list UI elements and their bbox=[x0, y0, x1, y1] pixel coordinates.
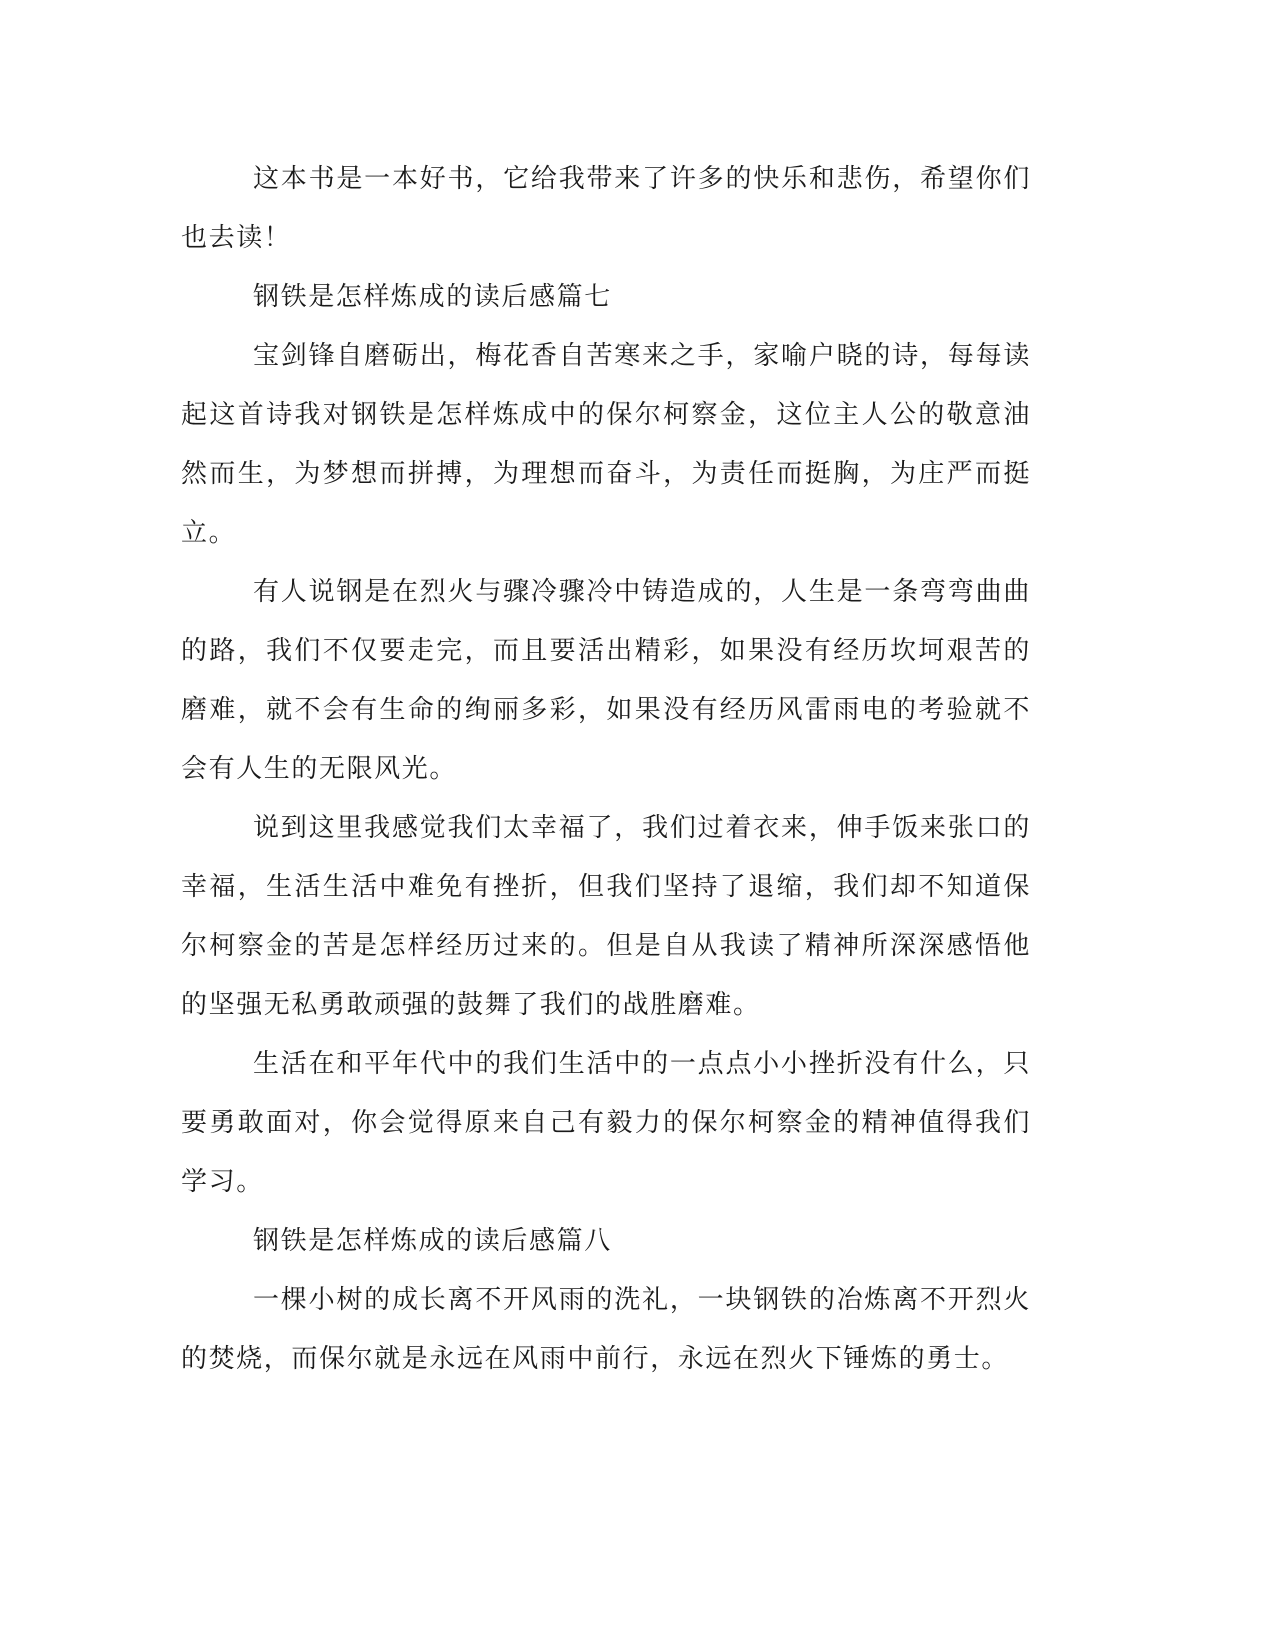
paragraph-peace: 生活在和平年代中的我们生活中的一点点小小挫折没有什么，只要勇敢面对，你会觉得原来自己有毅力的保尔柯察金的精神值得我们学习。 bbox=[181, 1049, 1031, 1197]
section-heading-seven: 钢铁是怎样炼成的读后感篇七 bbox=[253, 282, 612, 312]
section-heading-eight: 钢铁是怎样炼成的读后感篇八 bbox=[253, 1226, 612, 1256]
paragraph-happiness: 说到这里我感觉我们太幸福了，我们过着衣来，伸手饭来张口的幸福，生活生活中难免有挫折，但我们坚持了退缩，我们却不知道保尔柯察金的苦是怎样经历过来的。但是自从我读了精神所深深感悟他的坚强无私勇敢顽强的鼓舞了我们的战胜磨难。 bbox=[181, 813, 1031, 1020]
paragraph-recommendation: 这本书是一本好书，它给我带来了许多的快乐和悲伤，希望你们也去读！ bbox=[181, 164, 1031, 253]
paragraph-tree: 一棵小树的成长离不开风雨的洗礼，一块钢铁的冶炼离不开烈火的焚烧，而保尔就是永远在风雨中前行，永远在烈火下锤炼的勇士。 bbox=[181, 1285, 1031, 1374]
paragraph-steel: 有人说钢是在烈火与骤冷骤冷中铸造成的，人生是一条弯弯曲曲的路，我们不仅要走完，而且要活出精彩，如果没有经历坎坷艰苦的磨难，就不会有生命的绚丽多彩，如果没有经历风雷雨电的考验就不会有人生的无限风光。 bbox=[181, 577, 1031, 784]
paragraph-poem: 宝剑锋自磨砺出，梅花香自苦寒来之手，家喻户晓的诗，每每读起这首诗我对钢铁是怎样炼成中的保尔柯察金，这位主人公的敬意油然而生，为梦想而拼搏，为理想而奋斗，为责任而挺胸，为庄严而挺立。 bbox=[181, 341, 1031, 548]
document-body bbox=[181, 150, 1031, 1389]
